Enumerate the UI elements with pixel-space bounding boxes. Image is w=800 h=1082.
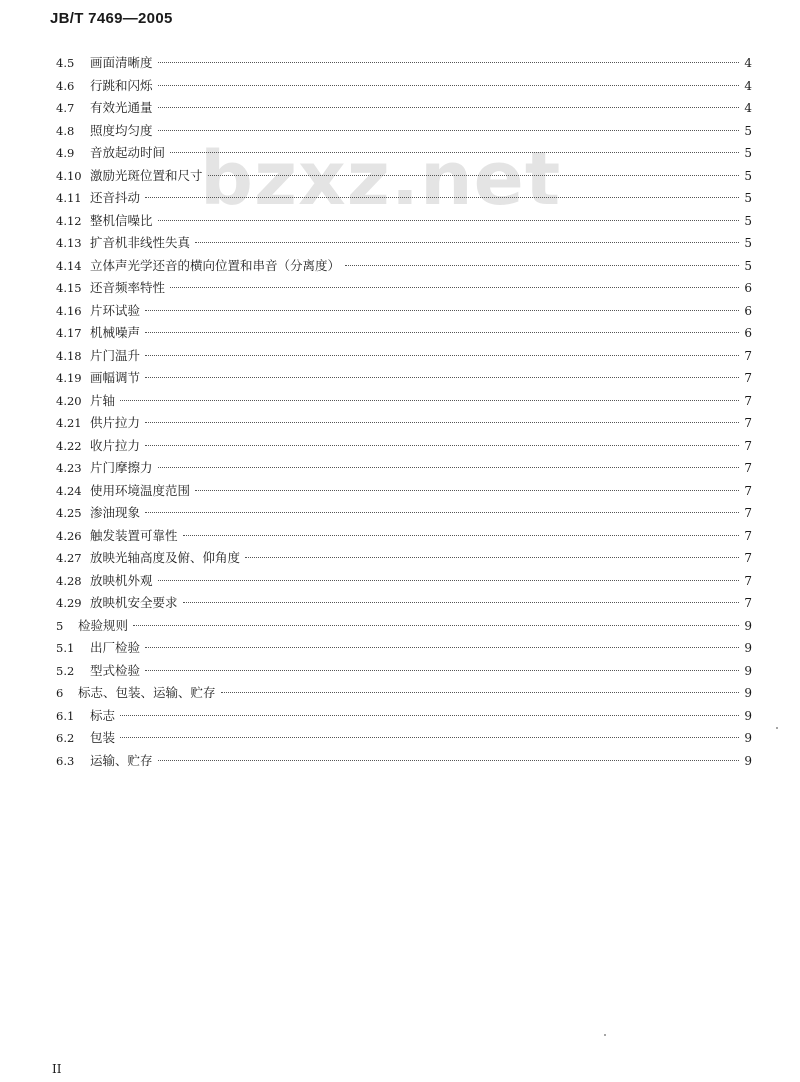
toc-dot-leader xyxy=(183,535,739,536)
toc-entry-title: 渗油现象 xyxy=(90,505,141,520)
toc-dot-leader xyxy=(145,422,739,423)
toc-entry-title: 标志 xyxy=(90,707,116,723)
toc-entry xyxy=(56,255,752,278)
toc-entry xyxy=(56,480,752,503)
toc-entry-number: 4.20 xyxy=(56,393,82,408)
toc-entry-page: 5 xyxy=(744,258,752,273)
toc-entry-number: 4.6 xyxy=(56,78,75,93)
toc-entry-number: 4.13 xyxy=(56,236,82,250)
toc-entry-page: 7 xyxy=(744,573,752,588)
scan-speck xyxy=(604,1034,606,1036)
toc-entry xyxy=(56,165,752,188)
toc-entry-page: 6 xyxy=(744,281,752,295)
toc-entry-page: 7 xyxy=(744,596,752,610)
toc-dot-leader xyxy=(158,107,739,108)
toc-dot-leader xyxy=(158,62,739,63)
toc-entry-page: 5 xyxy=(744,123,752,138)
toc-entry xyxy=(56,660,752,683)
toc-entry-page: 9 xyxy=(744,641,752,655)
toc-dot-leader xyxy=(145,332,739,333)
toc-dot-leader xyxy=(145,647,739,648)
toc-entry-number: 4.21 xyxy=(56,416,82,430)
scan-speck xyxy=(776,727,778,729)
toc-entry xyxy=(56,750,752,773)
toc-entry xyxy=(56,435,752,458)
toc-entry-title: 出厂检验 xyxy=(90,640,141,655)
toc-entry-number: 4.27 xyxy=(56,551,82,565)
toc-dot-leader xyxy=(145,512,739,513)
toc-entry-page: 7 xyxy=(744,371,752,385)
toc-dot-leader xyxy=(120,715,739,716)
toc-dot-leader xyxy=(120,737,739,738)
toc-dot-leader xyxy=(245,557,739,558)
toc-entry-number: 4.9 xyxy=(56,146,75,160)
toc-entry-title: 片轴 xyxy=(90,392,116,408)
toc-entry-page: 5 xyxy=(744,236,752,250)
toc-entry-number: 4.8 xyxy=(56,123,75,138)
toc-entry-number: 4.25 xyxy=(56,506,82,520)
toc-entry xyxy=(56,120,752,143)
toc-entry-title: 收片拉力 xyxy=(90,437,141,453)
toc-entry xyxy=(56,615,752,638)
toc-dot-leader xyxy=(158,580,739,581)
toc-entry xyxy=(56,367,752,390)
watermark: bzxz.net xyxy=(200,136,562,222)
toc-entry-number: 4.24 xyxy=(56,483,82,498)
toc-entry-title: 片门温升 xyxy=(90,347,141,363)
toc-entry-title: 型式检验 xyxy=(90,662,141,678)
toc-entry-title: 触发装置可靠性 xyxy=(90,527,178,543)
toc-entry xyxy=(56,187,752,210)
toc-entry-number: 6.2 xyxy=(56,731,75,745)
toc-dot-leader xyxy=(345,265,739,266)
toc-entry-page: 6 xyxy=(744,303,752,318)
toc-entry-title: 检验规则 xyxy=(78,617,129,633)
toc-entry-number: 5.1 xyxy=(56,641,75,655)
toc-entry-page: 7 xyxy=(744,438,752,453)
toc-entry xyxy=(56,457,752,480)
toc-entry xyxy=(56,300,752,323)
toc-entry-title: 运输、贮存 xyxy=(90,752,153,768)
toc-dot-leader xyxy=(170,152,739,153)
standard-code-header: JB/T 7469—2005 xyxy=(50,10,173,27)
toc-entry-title: 激励光斑位置和尺寸 xyxy=(90,167,203,183)
toc-entry-number: 4.23 xyxy=(56,461,82,475)
toc-entry-number: 4.14 xyxy=(56,258,82,273)
toc-entry xyxy=(56,97,752,120)
toc-entry-title: 机械噪声 xyxy=(90,325,141,340)
toc-entry xyxy=(56,390,752,413)
toc-entry-title: 整机信噪比 xyxy=(90,212,153,228)
toc-entry-page: 7 xyxy=(744,506,752,520)
toc-dot-leader xyxy=(145,197,739,198)
toc-entry-title: 还音频率特性 xyxy=(90,280,166,295)
toc-entry-number: 4.7 xyxy=(56,101,75,115)
toc-dot-leader xyxy=(158,760,739,761)
toc-entry-page: 5 xyxy=(744,146,752,160)
toc-entry-number: 6.1 xyxy=(56,708,75,723)
toc-entry-page: 5 xyxy=(744,213,752,228)
toc-dot-leader xyxy=(158,467,739,468)
toc-entry xyxy=(56,322,752,345)
toc-entry-page: 7 xyxy=(744,461,752,475)
toc-entry-title: 包装 xyxy=(90,730,116,745)
toc-entry-page: 7 xyxy=(744,551,752,565)
toc-entry-number: 4.5 xyxy=(56,56,75,70)
toc-entry xyxy=(56,727,752,750)
toc-entry xyxy=(56,682,752,705)
toc-dot-leader xyxy=(120,400,739,401)
toc-entry-title: 有效光通量 xyxy=(90,100,153,115)
toc-entry-page: 5 xyxy=(744,191,752,205)
toc-entry-title: 使用环境温度范围 xyxy=(90,482,191,498)
toc-entry-page: 7 xyxy=(744,528,752,543)
toc-dot-leader xyxy=(170,287,739,288)
toc-dot-leader xyxy=(145,355,739,356)
toc-dot-leader xyxy=(195,490,739,491)
toc-entry-page: 7 xyxy=(744,416,752,430)
toc-entry xyxy=(56,142,752,165)
toc-entry xyxy=(56,210,752,233)
toc-entry-page: 4 xyxy=(744,56,752,70)
toc-entry-number: 4.16 xyxy=(56,303,82,318)
toc-dot-leader xyxy=(145,377,739,378)
toc-entry xyxy=(56,232,752,255)
toc-entry-title: 行跳和闪烁 xyxy=(90,77,153,93)
toc-dot-leader xyxy=(208,175,739,176)
toc-entry xyxy=(56,52,752,75)
toc-entry-number: 5.2 xyxy=(56,663,75,678)
toc-entry-title: 片环试验 xyxy=(90,302,141,318)
toc-entry-page: 5 xyxy=(744,168,752,183)
toc-dot-leader xyxy=(158,130,739,131)
toc-entry-title: 放映光轴高度及俯、仰角度 xyxy=(90,550,241,565)
toc-entry-title: 画幅调节 xyxy=(90,370,141,385)
toc-entry-number: 4.26 xyxy=(56,528,82,543)
toc-entry-number: 4.10 xyxy=(56,168,82,183)
toc-entry-title: 还音抖动 xyxy=(90,190,141,205)
toc-dot-leader xyxy=(195,242,739,243)
toc-entry xyxy=(56,570,752,593)
toc-entry-page: 7 xyxy=(744,483,752,498)
toc-entry-page: 6 xyxy=(744,326,752,340)
toc-dot-leader xyxy=(145,445,739,446)
toc-entry-number: 4.22 xyxy=(56,438,82,453)
toc-entry-number: 4.15 xyxy=(56,281,82,295)
toc-entry xyxy=(56,75,752,98)
toc-entry xyxy=(56,525,752,548)
toc-entry-page: 7 xyxy=(744,393,752,408)
toc-entry xyxy=(56,502,752,525)
toc-entry-number: 4.29 xyxy=(56,596,82,610)
toc-entry-title: 画面清晰度 xyxy=(90,55,153,70)
toc-entry xyxy=(56,547,752,570)
toc-entry-title: 放映机安全要求 xyxy=(90,595,178,610)
toc-entry-title: 放映机外观 xyxy=(90,572,153,588)
toc-entry-page: 4 xyxy=(744,78,752,93)
toc-entry xyxy=(56,637,752,660)
toc-dot-leader xyxy=(145,670,739,671)
toc-entry xyxy=(56,592,752,615)
toc-entry-number: 4.17 xyxy=(56,326,82,340)
toc-dot-leader xyxy=(221,692,739,693)
toc-entry-title: 音放起动时间 xyxy=(90,145,166,160)
toc-entry-page: 7 xyxy=(744,348,752,363)
toc-entry-title: 片门摩擦力 xyxy=(90,460,153,475)
toc-entry xyxy=(56,412,752,435)
toc-entry-page: 9 xyxy=(744,618,752,633)
toc-entry-page: 9 xyxy=(744,663,752,678)
toc-entry-title: 立体声光学还音的横向位置和串音（分离度） xyxy=(90,257,341,273)
toc-dot-leader xyxy=(158,85,739,86)
toc-entry-number: 6.3 xyxy=(56,753,75,768)
toc-entry-page: 4 xyxy=(744,101,752,115)
toc-dot-leader xyxy=(158,220,739,221)
toc-entry-number: 4.11 xyxy=(56,191,82,205)
toc-entry-title: 扩音机非线性失真 xyxy=(90,235,191,250)
toc-entry xyxy=(56,277,752,300)
toc-entry-title: 标志、包装、运输、贮存 xyxy=(78,685,216,700)
toc-entry xyxy=(56,705,752,728)
toc-entry-number: 4.12 xyxy=(56,213,82,228)
toc-entry-number: 4.18 xyxy=(56,348,82,363)
toc-entry-page: 9 xyxy=(744,686,752,700)
toc-entry-number: 6 xyxy=(56,686,64,700)
toc-dot-leader xyxy=(183,602,739,603)
toc-entry-number: 5 xyxy=(56,618,64,633)
toc-entry-title: 照度均匀度 xyxy=(90,122,153,138)
toc-entry-number: 4.19 xyxy=(56,371,82,385)
toc-dot-leader xyxy=(145,310,739,311)
table-of-contents xyxy=(56,52,752,772)
toc-entry-page: 9 xyxy=(744,731,752,745)
toc-entry-page: 9 xyxy=(744,708,752,723)
toc-entry-title: 供片拉力 xyxy=(90,415,141,430)
toc-dot-leader xyxy=(133,625,739,626)
page-number-footer: II xyxy=(52,1062,62,1076)
toc-entry xyxy=(56,345,752,368)
toc-entry-page: 9 xyxy=(744,753,752,768)
toc-entry-number: 4.28 xyxy=(56,573,82,588)
